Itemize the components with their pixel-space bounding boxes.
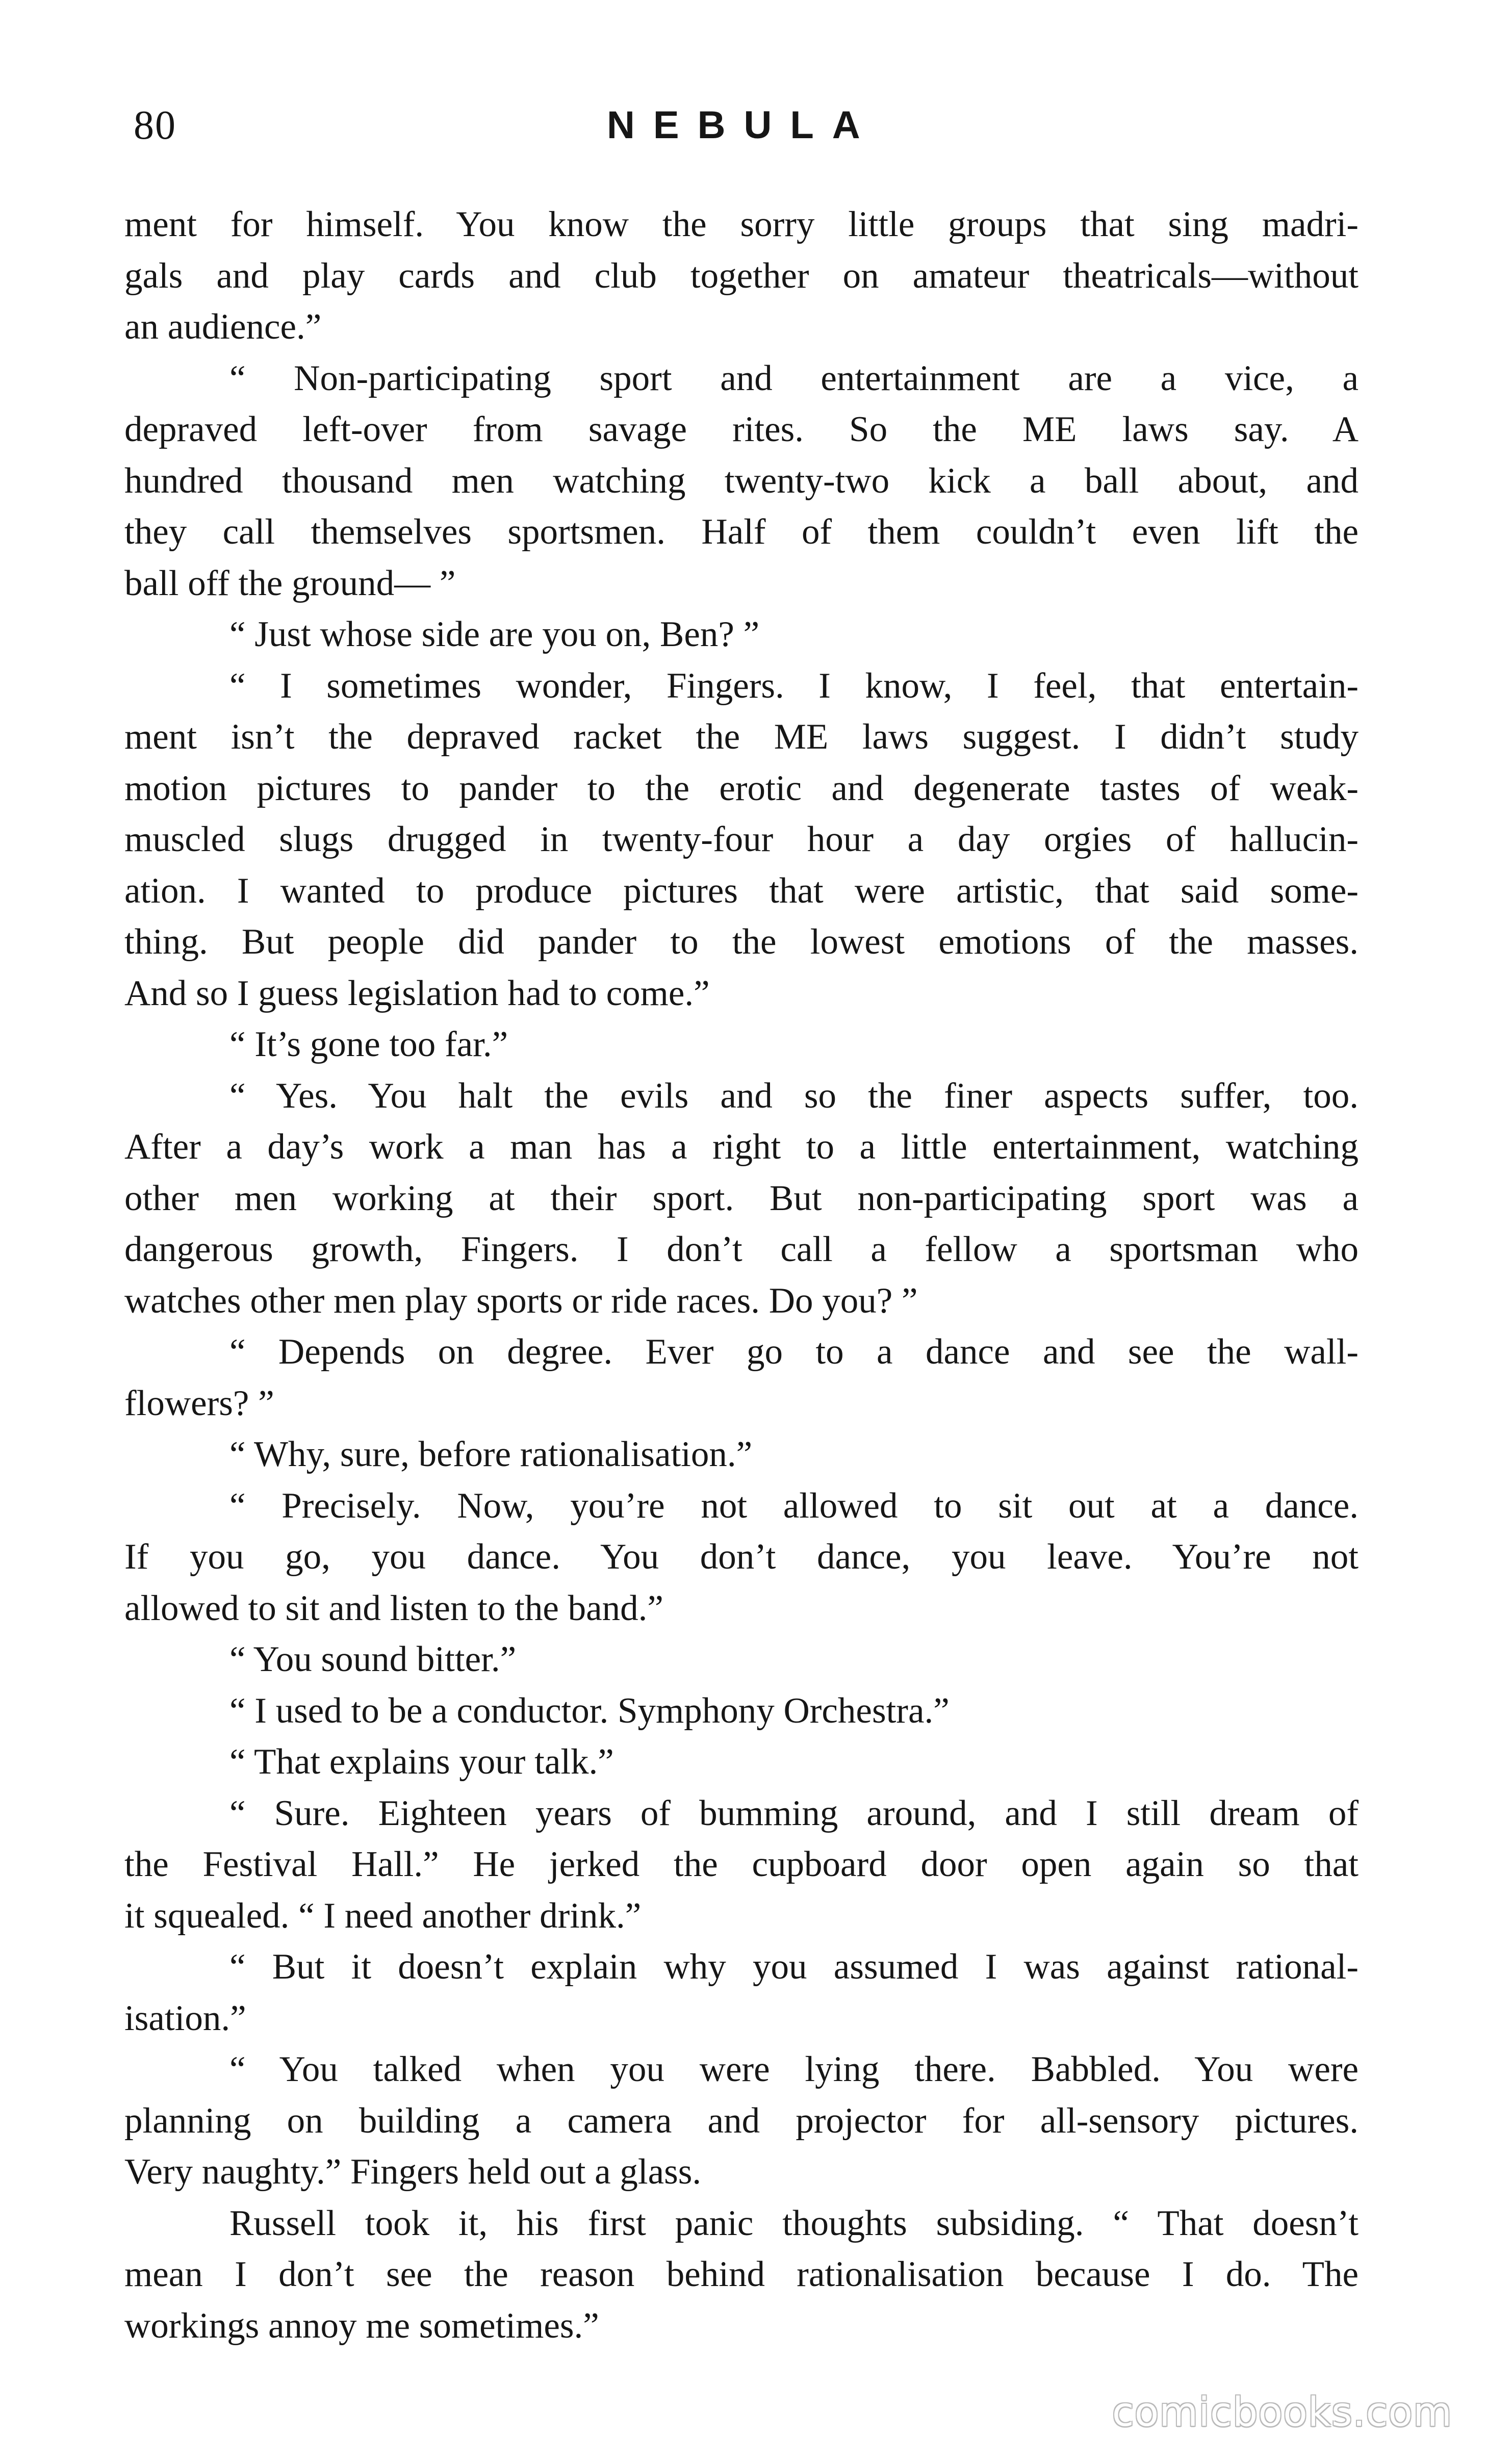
text-line: “ Just whose side are you on, Ben? ”: [229, 614, 760, 654]
text-line: “ Yes. You halt the evils and so the finer aspects suffer, too.: [229, 1075, 1359, 1116]
text-line: depraved left-over from savage rites. So the ME laws say. A: [124, 409, 1359, 449]
text-line: watches other men play sports or ride races. Do you? ”: [124, 1280, 918, 1321]
text-line: ball off the ground— ”: [124, 563, 456, 603]
text-line: “ Non-participating sport and entertainment are a vice, a: [229, 358, 1359, 398]
text-line: it squealed. “ I need another drink.”: [124, 1895, 642, 1936]
text-line: “ Sure. Eighteen years of bumming around, and I still dream of: [229, 1793, 1359, 1833]
text-line: “ Depends on degree. Ever go to a dance and see the wall-: [229, 1332, 1359, 1372]
text-line: Very naughty.” Fingers held out a glass.: [124, 2152, 702, 2192]
text-line: ment isn’t the depraved racket the ME laws suggest. I didn’t study: [124, 717, 1359, 757]
page-number: 80: [134, 103, 176, 148]
text-line: dangerous growth, Fingers. I don’t call a fellow a sportsman who: [124, 1229, 1359, 1269]
text-line: motion pictures to pander to the erotic and degenerate tastes of weak-: [124, 768, 1359, 808]
text-line: If you go, you dance. You don’t dance, you leave. You’re not: [124, 1537, 1359, 1577]
text-line: “ You talked when you were lying there. Babbled. You were: [229, 2049, 1359, 2089]
text-line: other men working at their sport. But non-participating sport was a: [124, 1178, 1359, 1218]
text-line: “ I sometimes wonder, Fingers. I know, I feel, that entertain-: [229, 665, 1359, 706]
page-header: [0, 100, 1486, 151]
text-line: Russell took it, his first panic thoughts subsiding. “ That doesn’t: [229, 2203, 1359, 2243]
text-line: isation.”: [124, 1998, 246, 2038]
text-line: thing. But people did pander to the lowest emotions of the masses.: [124, 922, 1359, 962]
text-line: ation. I wanted to produce pictures that were artistic, that said some-: [124, 870, 1359, 911]
text-line: mean I don’t see the reason behind rationalisation because I do. The: [124, 2254, 1359, 2294]
text-line: “ But it doesn’t explain why you assumed I was against rational-: [229, 1947, 1359, 1987]
text-line: gals and play cards and club together on amateur theatricals—without: [124, 255, 1359, 296]
text-line: workings annoy me sometimes.”: [124, 2305, 599, 2346]
text-line: muscled slugs drugged in twenty-four hour a day orgies of hallucin-: [124, 819, 1359, 859]
text-line: “ It’s gone too far.”: [229, 1024, 508, 1064]
text-line: an audience.”: [124, 307, 322, 347]
body-text: [124, 199, 1359, 2351]
running-title: NEBULA: [607, 104, 879, 147]
text-line: they call themselves sportsmen. Half of them couldn’t even lift the: [124, 512, 1359, 552]
text-line: ment for himself. You know the sorry little groups that sing madri-: [124, 204, 1359, 244]
text-line: And so I guess legislation had to come.”: [124, 973, 710, 1013]
text-line: “ Why, sure, before rationalisation.”: [229, 1434, 753, 1474]
text-line: “ Precisely. Now, you’re not allowed to sit out at a dance.: [229, 1485, 1359, 1526]
text-line: the Festival Hall.” He jerked the cupboard door open again so that: [124, 1844, 1359, 1884]
site-watermark: comicbooks.com: [1112, 2390, 1452, 2435]
text-line: planning on building a camera and projector for all-sensory pictures.: [124, 2100, 1359, 2141]
text-line: After a day’s work a man has a right to a little entertainment, watching: [124, 1127, 1359, 1167]
text-line: “ You sound bitter.”: [229, 1639, 517, 1679]
text-line: hundred thousand men watching twenty-two kick a ball about, and: [124, 460, 1359, 501]
text-line: allowed to sit and listen to the band.”: [124, 1588, 663, 1628]
text-line: “ I used to be a conductor. Symphony Orchestra.”: [229, 1690, 950, 1731]
text-line: “ That explains your talk.”: [229, 1742, 614, 1782]
text-line: flowers? ”: [124, 1383, 274, 1423]
